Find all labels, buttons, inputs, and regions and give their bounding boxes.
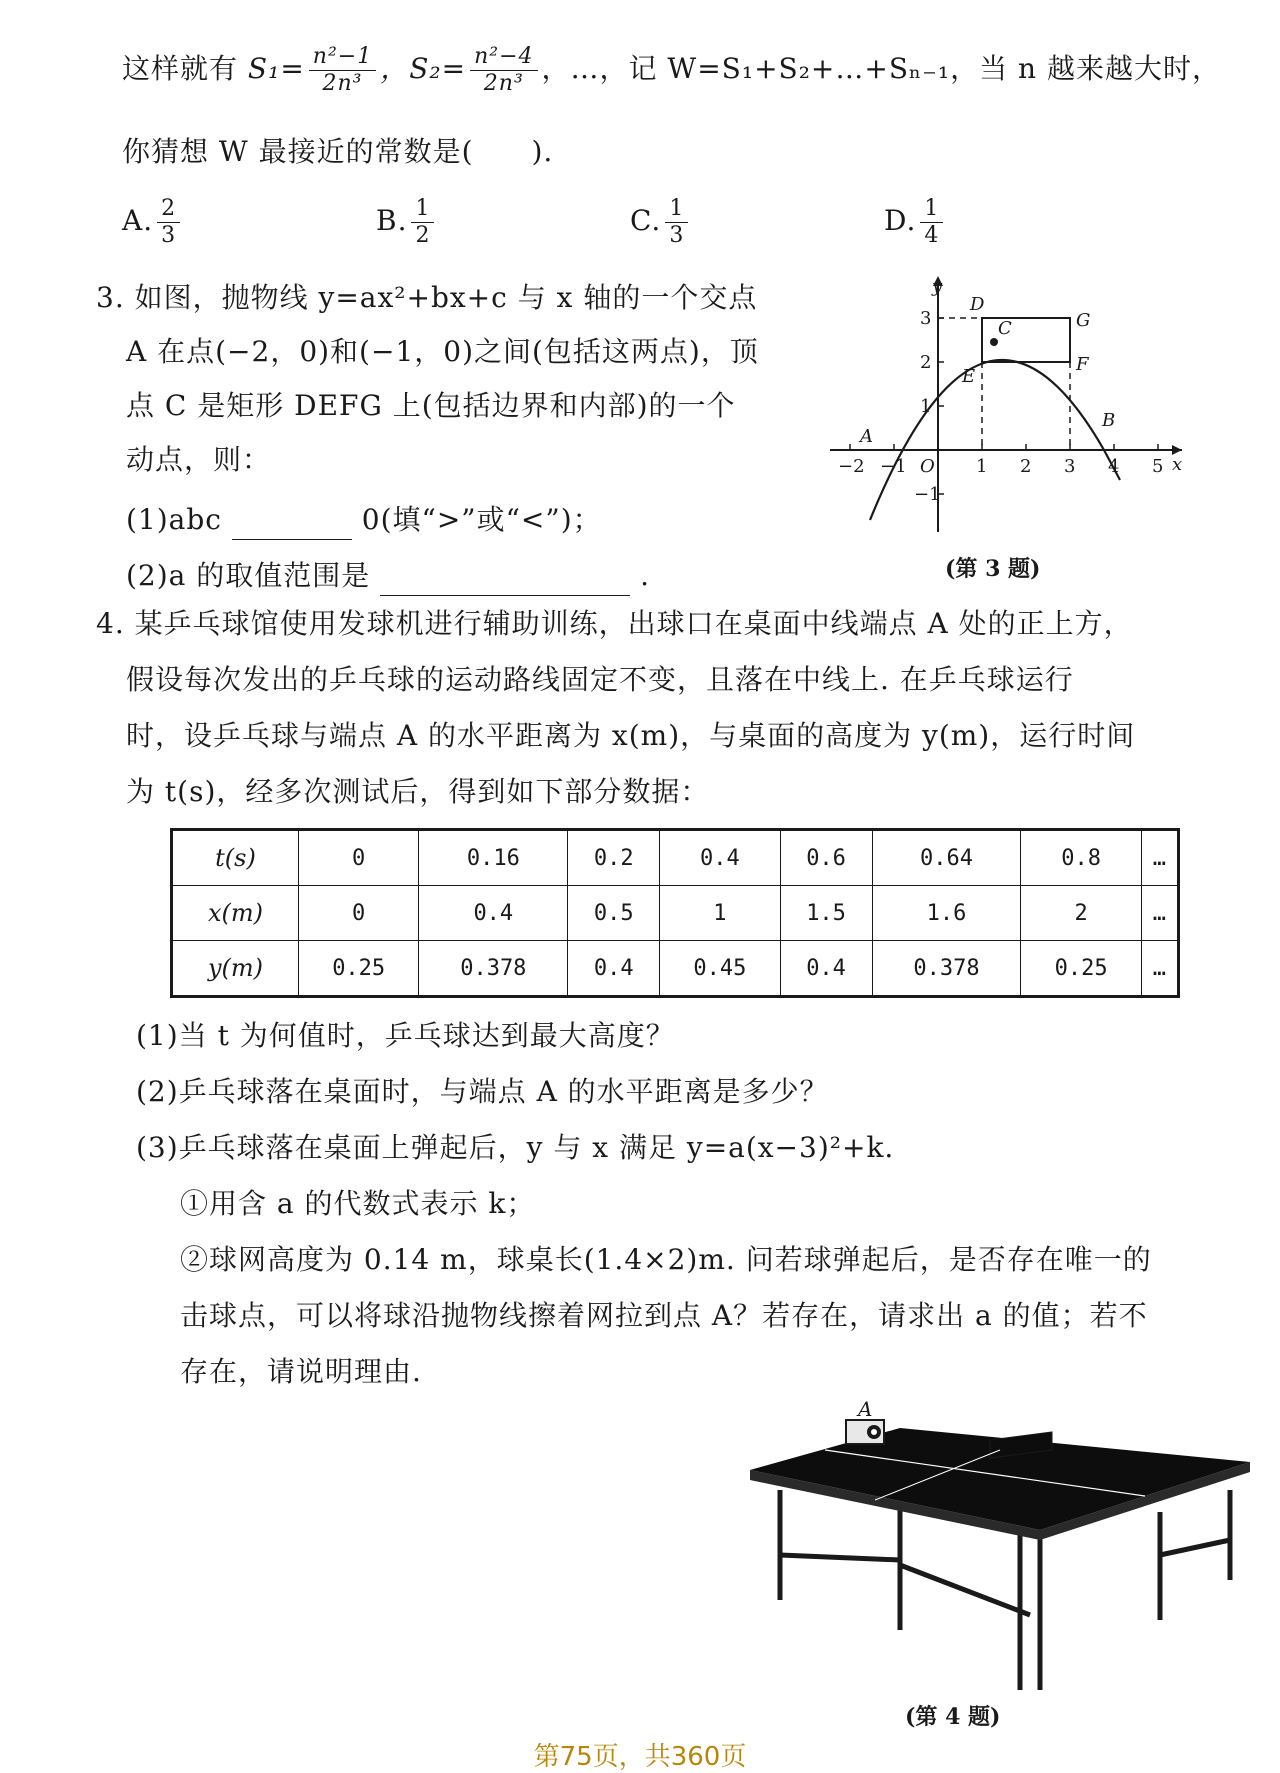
- option-b-den: 2: [415, 223, 431, 248]
- q3-sub2-prefix: (2)a 的取值范围是: [126, 559, 371, 592]
- table-cell: 0.25: [1021, 941, 1141, 997]
- machine-outlet-inner-icon: [871, 1429, 877, 1435]
- s1-denominator: 2n³: [322, 71, 363, 96]
- q2-option-b: [376, 196, 438, 249]
- table-cell: …: [1141, 886, 1178, 941]
- q4-sub1: (1)当 t 为何值时，乒乓球达到最大高度？: [136, 1019, 675, 1052]
- option-c-fraction: [665, 196, 688, 249]
- q2-line2: 你猜想 W 最接近的常数是( ).: [122, 135, 554, 168]
- option-d-den: 4: [924, 223, 940, 248]
- q3-line2: A 在点(−2，0)和(−1，0)之间(包括这两点)，顶: [126, 335, 759, 368]
- point-e-label: E: [962, 366, 976, 387]
- s2-denominator: 2n³: [483, 71, 524, 96]
- option-d-num: 1: [920, 196, 943, 223]
- q4-caption: (第 4 题): [905, 1704, 1001, 1730]
- table-row-header: x(m): [172, 886, 299, 941]
- q3-sub1-suffix: 0(填“>”或“<”)；: [361, 503, 602, 536]
- s1-label: S₁=: [247, 52, 305, 85]
- option-b-num: 1: [411, 196, 434, 223]
- q3-caption: (第 3 题): [945, 556, 1041, 582]
- table-cell: 0.64: [872, 830, 1021, 886]
- table-cell: 1.6: [872, 886, 1021, 941]
- option-c-num: 1: [665, 196, 688, 223]
- table-cell: 0.4: [660, 830, 780, 886]
- q3-answer-blank-1[interactable]: [232, 509, 352, 540]
- q2-option-c: [630, 196, 692, 249]
- q3-sub1: [126, 500, 602, 540]
- table-cell: 0.378: [872, 941, 1021, 997]
- parabola-figure: [820, 270, 1190, 540]
- table-cell: 0: [298, 886, 418, 941]
- option-a-label: A.: [122, 204, 154, 237]
- x-tick-2: 2: [1020, 456, 1032, 477]
- q4-sub3-part2-line3: 存在，请说明理由.: [180, 1355, 422, 1388]
- table-cell: 0.25: [298, 941, 418, 997]
- parabola-curve: [870, 360, 1120, 520]
- option-a-fraction: [157, 196, 180, 249]
- table-cell: 0.378: [419, 941, 568, 997]
- q4-sub3: (3)乒乓球落在桌面上弹起后，y 与 x 满足 y=a(x−3)²+k.: [136, 1131, 895, 1164]
- point-a-label: A: [860, 426, 873, 447]
- option-b-fraction: [411, 196, 434, 249]
- y-axis-label: y: [932, 276, 943, 297]
- table-cell: 1: [660, 886, 780, 941]
- option-a-num: 2: [157, 196, 180, 223]
- y-tick-neg1: −1: [914, 484, 941, 505]
- x-tick-neg2: −2: [838, 456, 865, 477]
- point-a-figure-label: A: [858, 1397, 873, 1421]
- data-table: [170, 828, 1180, 998]
- option-c-label: C.: [630, 204, 662, 237]
- ping-pong-table-figure: [740, 1390, 1260, 1720]
- table-row-header: t(s): [172, 830, 299, 886]
- table-row: [172, 941, 1179, 997]
- q4-line1: 4. 某乒乓球馆使用发球机进行辅助训练，出球口在桌面中线端点 A 处的正上方，: [96, 607, 1133, 640]
- table-cell: 0: [298, 830, 418, 886]
- table-cell: 0.45: [660, 941, 780, 997]
- option-b-label: B.: [376, 204, 408, 237]
- q4-line4: 为 t(s)，经多次测试后，得到如下部分数据：: [126, 775, 710, 808]
- page-footer: 第75页，共360页: [533, 1742, 747, 1772]
- table-cell: 0.4: [419, 886, 568, 941]
- q3-sub2-suffix: .: [640, 559, 650, 592]
- y-tick-2: 2: [920, 352, 932, 373]
- q4-sub3-part1: ①用含 a 的代数式表示 k；: [180, 1187, 536, 1220]
- table-row: [172, 830, 1179, 886]
- q2-line1: [122, 44, 1221, 97]
- table-row-header: y(m): [172, 941, 299, 997]
- x-tick-5: 5: [1152, 456, 1164, 477]
- q3-sub2: [126, 556, 650, 596]
- q2-option-a: [122, 196, 184, 249]
- q2-line1-prefix: 这样就有: [122, 52, 239, 85]
- origin-label: O: [920, 456, 935, 477]
- table-row: [172, 886, 1179, 941]
- x-tick-4: 4: [1108, 456, 1120, 477]
- q3-line4: 动点，则：: [126, 443, 272, 476]
- x-tick-neg1: −1: [880, 456, 907, 477]
- y-tick-3: 3: [920, 308, 932, 329]
- table-cell: …: [1141, 941, 1178, 997]
- s1-numerator: n²−1: [309, 44, 376, 71]
- q2-option-d: [884, 196, 947, 249]
- table-cell: 0.6: [780, 830, 872, 886]
- point-c-label: C: [998, 318, 1012, 339]
- point-b-label: B: [1102, 410, 1116, 431]
- q3-sub1-prefix: (1)abc: [126, 503, 222, 536]
- table-cell: 0.2: [568, 830, 660, 886]
- table-cell: 0.8: [1021, 830, 1141, 886]
- s1-fraction: [309, 44, 376, 97]
- option-d-fraction: [920, 196, 943, 249]
- table-cell: 2: [1021, 886, 1141, 941]
- q3-line1: 3. 如图，抛物线 y=ax²+bx+c 与 x 轴的一个交点: [96, 281, 758, 314]
- y-tick-1: 1: [920, 396, 932, 417]
- table-cell: 0.4: [568, 941, 660, 997]
- x-tick-1: 1: [976, 456, 988, 477]
- table-cell: 1.5: [780, 886, 872, 941]
- option-d-label: D.: [884, 204, 917, 237]
- point-f-label: F: [1076, 354, 1089, 375]
- q4-sub3-part2-line1: ②球网高度为 0.14 m，球桌长(1.4×2)m. 问若球弹起后，是否存在唯一的: [180, 1243, 1152, 1276]
- table-cell: …: [1141, 830, 1178, 886]
- vertex-c-point: [990, 338, 998, 346]
- q4-sub3-part2-line2: 击球点，可以将球沿抛物线擦着网拉到点 A？若存在，请求出 a 的值；若不: [180, 1299, 1148, 1332]
- option-a-den: 3: [161, 223, 177, 248]
- s2-numerator: n²−4: [470, 44, 537, 71]
- s2-label: ，S₂=: [380, 52, 467, 85]
- x-axis-label: x: [1172, 454, 1183, 475]
- q4-line3: 时，设乒乓球与端点 A 的水平距离为 x(m)，与桌面的高度为 y(m)，运行时间: [126, 719, 1136, 752]
- q2-line1-suffix: ，…，记 W=S₁+S₂+…+Sₙ₋₁，当 n 越来越大时，: [541, 52, 1221, 85]
- q3-answer-blank-2[interactable]: [380, 565, 630, 596]
- table-cell: 0.5: [568, 886, 660, 941]
- q4-sub2: (2)乒乓球落在桌面时，与端点 A 的水平距离是多少？: [136, 1075, 829, 1108]
- point-d-label: D: [970, 294, 985, 315]
- table-cell: 0.4: [780, 941, 872, 997]
- q4-line2: 假设每次发出的乒乓球的运动路线固定不变，且落在中线上. 在乒乓球运行: [126, 663, 1074, 696]
- s2-fraction: [470, 44, 537, 97]
- x-tick-3: 3: [1064, 456, 1076, 477]
- q3-line3: 点 C 是矩形 DEFG 上(包括边界和内部)的一个: [126, 389, 736, 422]
- table-cell: 0.16: [419, 830, 568, 886]
- option-c-den: 3: [669, 223, 685, 248]
- point-g-label: G: [1076, 310, 1091, 331]
